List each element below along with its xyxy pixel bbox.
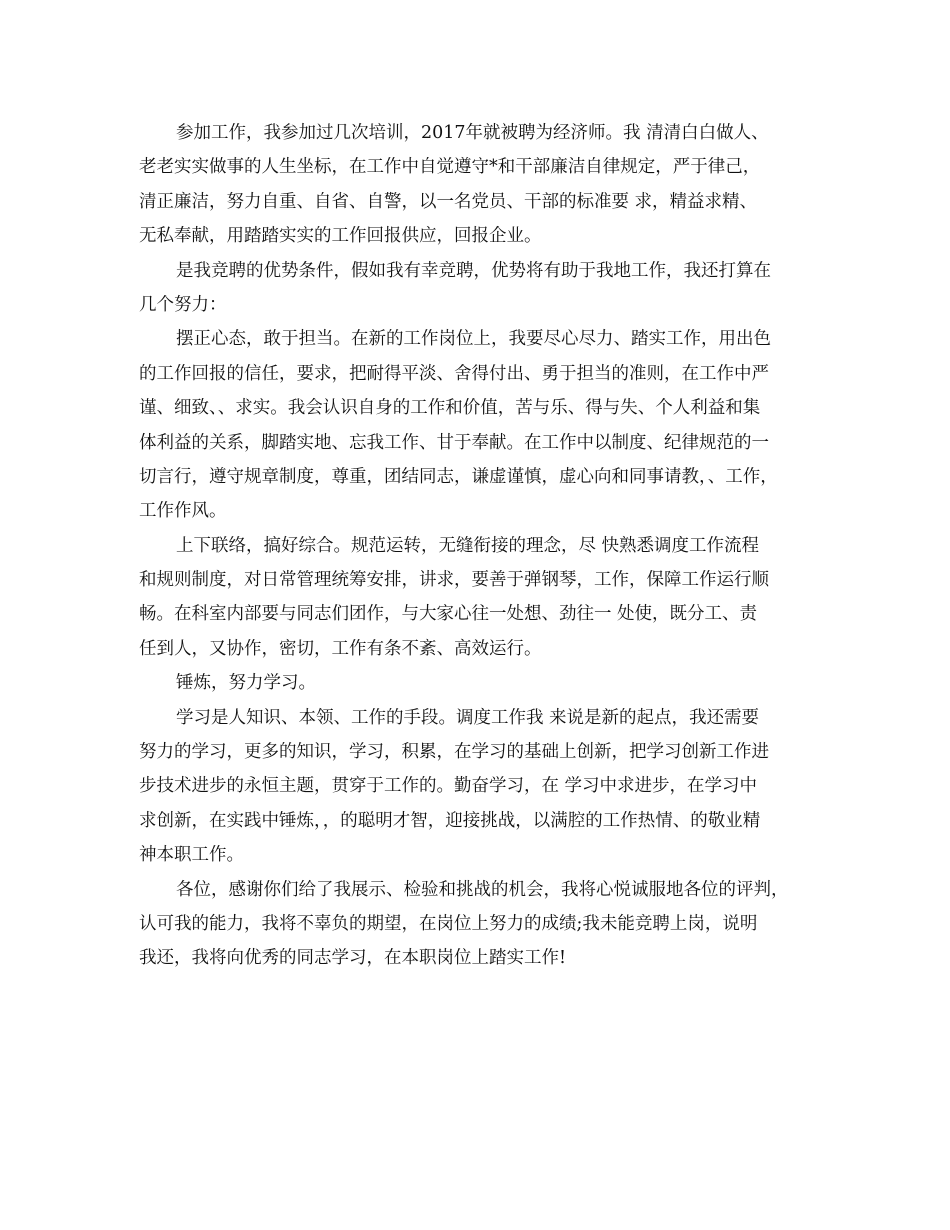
text-line: 努力的学习，更多的知识，学习，积累，在学习的基础上创新，把学习创新工作进 xyxy=(139,742,769,763)
text-line: 几个努力： xyxy=(139,294,227,315)
text-line: 认可我的能力，我将不辜负的期望，在岗位上努力的成绩;我未能竞聘上岗，说明 xyxy=(139,913,758,934)
text-line: 我还，我将向优秀的同志学习，在本职岗位上踏实工作! xyxy=(139,948,567,969)
text-line: 摆正心态，敢于担当。在新的工作岗位上，我要尽心尽力、踏实工作，用出色 xyxy=(176,329,771,350)
text-line: 和规则制度，对日常管理统筹安排，讲求，要善于弹钢琴，工作，保障工作运行顺 xyxy=(139,570,769,591)
text-line: 畅。在科室内部要与同志们团作，与大家心往一处想、劲往一 处使，既分工、责 xyxy=(139,604,758,625)
text-line: 参加工作，我参加过几次培训，2017年就被聘为经济师。我 清清白白做人、 xyxy=(176,123,769,143)
text-line: 求创新，在实践中锤炼，，的聪明才智，迎接挑战，以满腔的工作热情、的敬业精 xyxy=(139,810,761,831)
text-line: 切言行，遵守规章制度，尊重，团结同志，谦虚谨慎，虚心向和同事请教，、工作， xyxy=(139,466,778,487)
text-line: 锤炼，努力学习。 xyxy=(176,673,316,694)
text-line: 神本职工作。 xyxy=(139,845,244,866)
text-line: 各位，感谢你们给了我展示、检验和挑战的机会，我将心悦诚服地各位的评判， xyxy=(176,879,789,900)
text-line: 老老实实做事的人生坐标，在工作中自觉遵守*和干部廉洁自律规定，严于律己， xyxy=(139,157,761,178)
text-line: 清正廉洁，努力自重、自省、自警，以一名党员、干部的标准要 求，精益求精、 xyxy=(139,191,758,212)
text-line: 谨、细致、、求实。我会认识自身的工作和价值，苦与乐、得与失、个人利益和集 xyxy=(139,398,761,419)
text-line: 的工作回报的信任，要求，把耐得平淡、舍得付出、勇于担当的准则，在工作中严 xyxy=(139,363,769,384)
text-line: 学习是人知识、本领、工作的手段。调度工作我 来说是新的起点，我还需要 xyxy=(176,707,760,728)
text-line: 无私奉献，用踏踏实实的工作回报供应，回报企业。 xyxy=(139,226,542,247)
document-body xyxy=(139,116,839,976)
text-line: 步技术进步的永恒主题，贯穿于工作的。勤奋学习，在 学习中求进步，在学习中 xyxy=(139,776,758,797)
text-line: 任到人，又协作，密切，工作有条不紊、高效运行。 xyxy=(139,638,542,659)
text-line: 体利益的关系，脚踏实地、忘我工作、甘于奉献。在工作中以制度、纪律规范的一 xyxy=(139,432,769,453)
text-line: 上下联络，搞好综合。规范运转，无缝衔接的理念，尽 快熟悉调度工作流程 xyxy=(176,535,760,556)
text-line: 工作作风。 xyxy=(139,501,227,522)
text-line: 是我竞聘的优势条件，假如我有幸竞聘，优势将有助于我地工作，我还打算在 xyxy=(176,260,771,281)
